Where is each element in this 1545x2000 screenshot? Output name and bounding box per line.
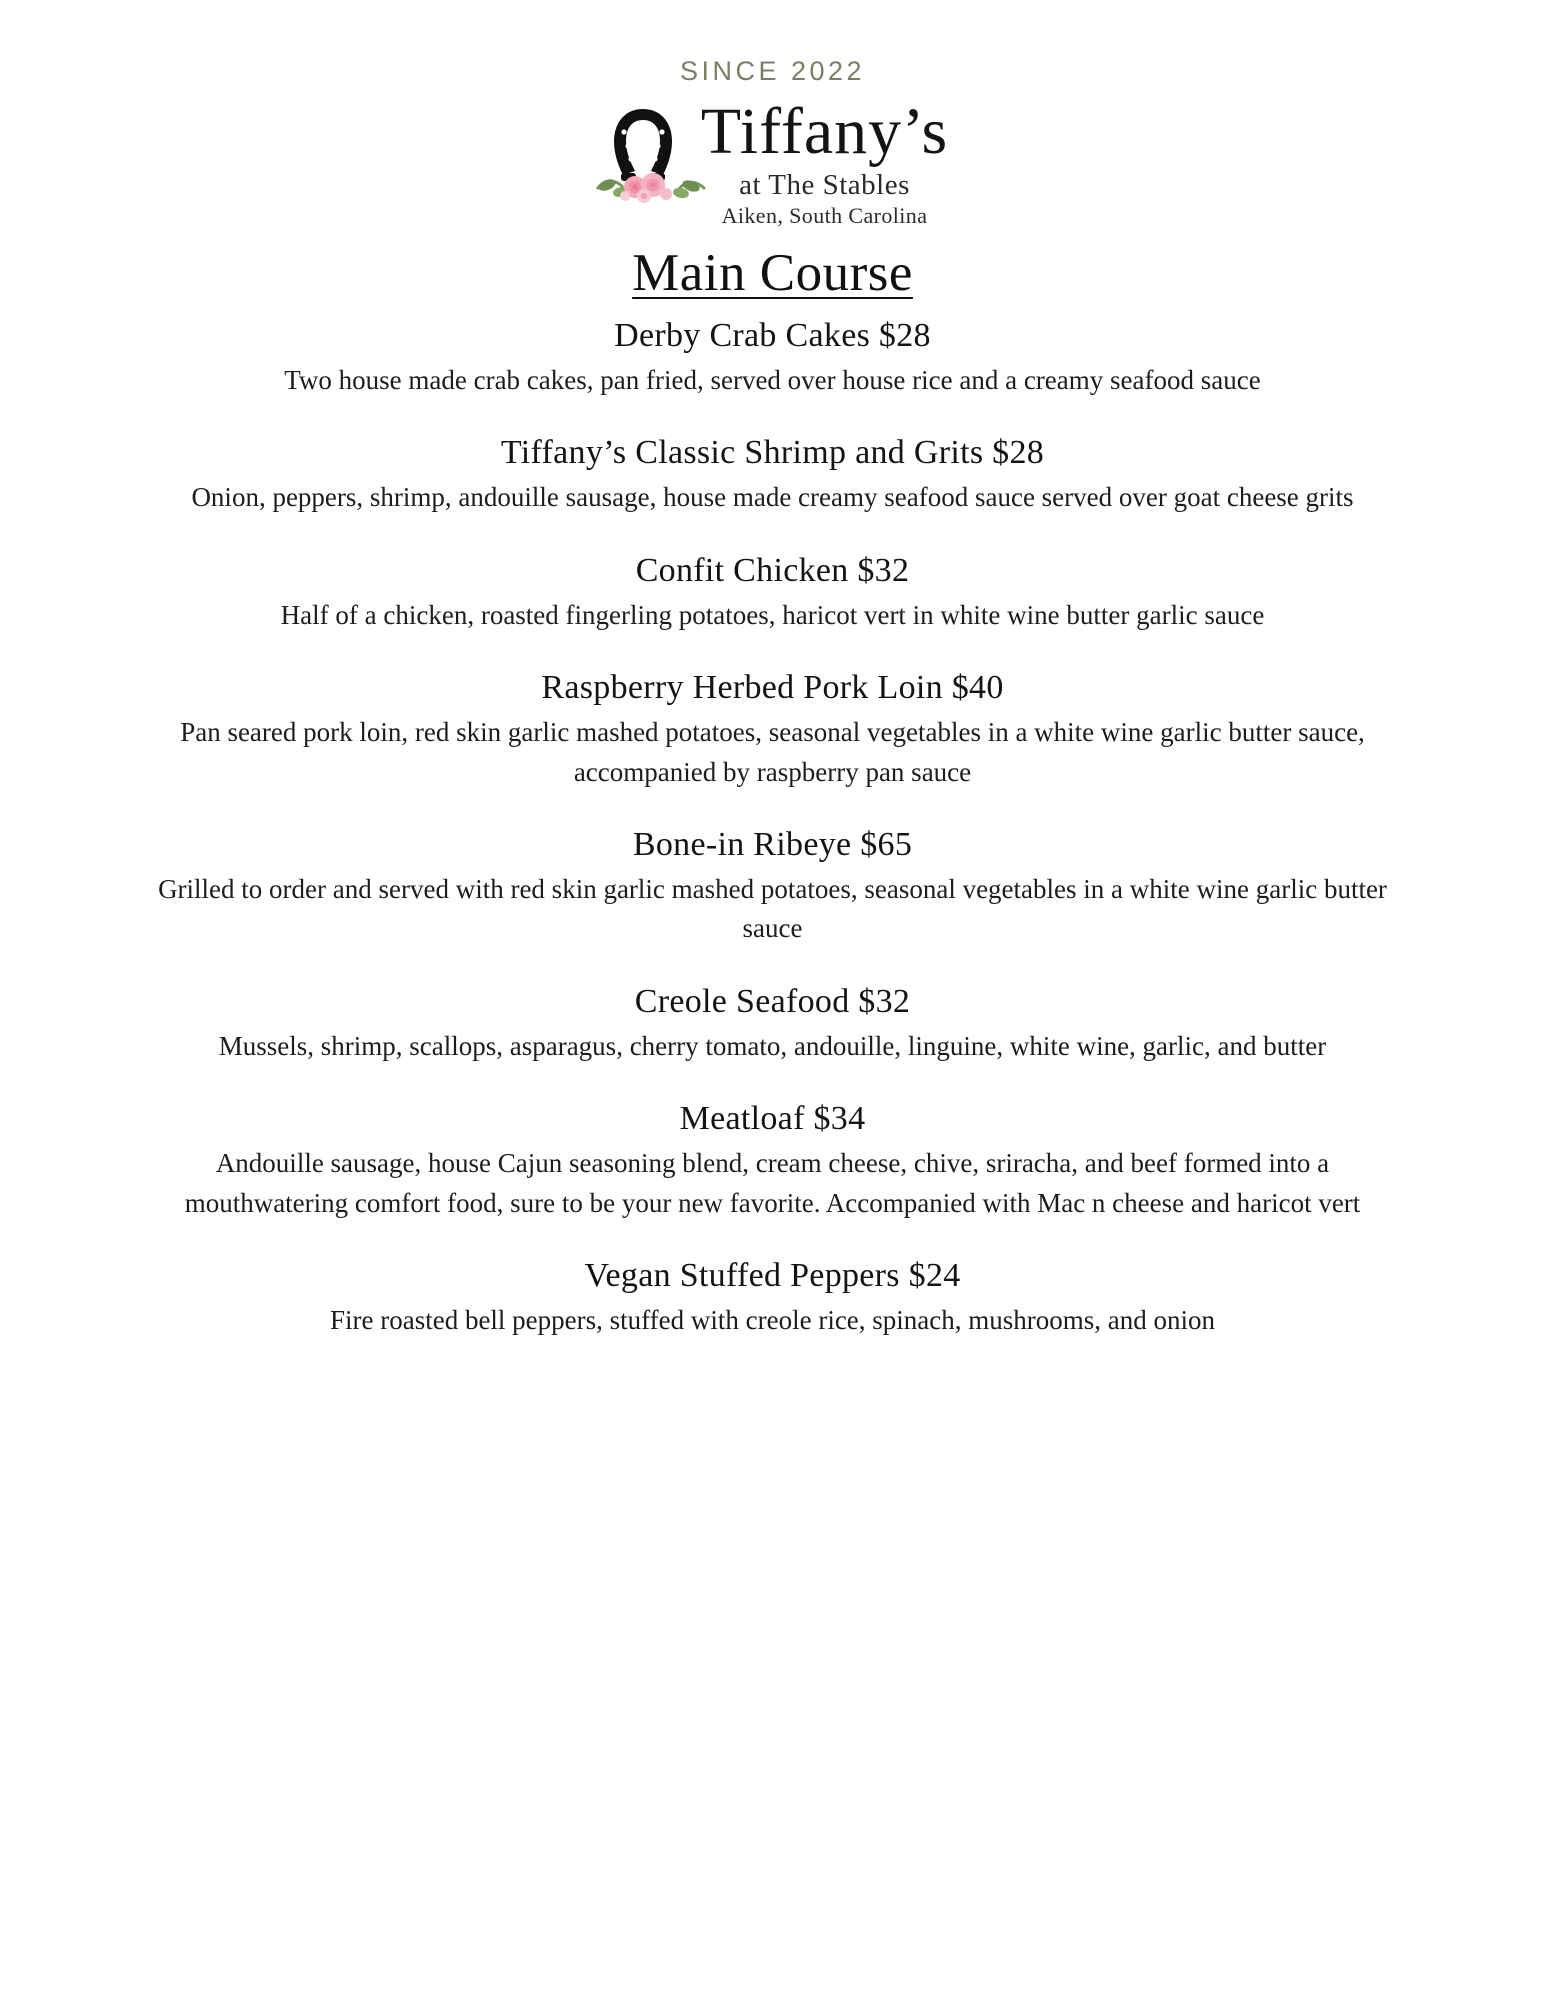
menu-item-description: Grilled to order and served with red skin garlic mashed potatoes, seasonal vegetables in a white wine garlic butter sauce <box>158 874 1387 944</box>
menu-item-description: Mussels, shrimp, scallops, asparagus, cherry tomato, andouille, linguine, white wine, garlic, and butter <box>218 1030 1327 1061</box>
menu-item-name: Creole Seafood $32 <box>634 982 911 1020</box>
menu-item-name: Vegan Stuffed Peppers $24 <box>584 1257 961 1295</box>
menu-item-description: Half of a chicken, roasted fingerling potatoes, haricot vert in white wine butter garlic sauce <box>280 599 1265 630</box>
menu-item-name: Confit Chicken $32 <box>635 551 910 589</box>
menu-item-name: Bone-in Ribeye $65 <box>632 826 913 864</box>
brand-sub-stables: at The Stables <box>739 169 910 201</box>
menu-item-name: Raspberry Herbed Pork Loin $40 <box>541 669 1004 707</box>
menu-item <box>130 1100 1415 1223</box>
brand-name: Tiffany’s <box>700 95 949 168</box>
logo-inner <box>597 91 948 227</box>
menu-list <box>130 317 1415 1340</box>
menu-item-description: Andouille sausage, house Cajun seasoning blend, cream cheese, chive, sriracha, and beef formed into a mouthwatering comfort food, sure to be your new favorite. Accompanied with Mac n cheese and haricot vert <box>184 1148 1361 1218</box>
logo-block <box>130 91 1415 227</box>
menu-item <box>130 1257 1415 1340</box>
brand-text <box>701 91 948 227</box>
menu-item <box>130 669 1415 792</box>
menu-item-name: Meatloaf $34 <box>679 1100 866 1138</box>
menu-item-description: Onion, peppers, shrimp, andouille sausage, house made creamy seafood sauce served over goat cheese grits <box>191 482 1354 513</box>
page-title: Main Course <box>632 244 913 302</box>
brand-sub-location: Aiken, South Carolina <box>721 203 928 228</box>
menu-item <box>130 826 1415 949</box>
since-label: SINCE 2022 <box>679 56 866 86</box>
menu-item <box>130 317 1415 400</box>
menu-item-description: Pan seared pork loin, red skin garlic mashed potatoes, seasonal vegetables in a white wine garlic butter sauce, accompanied by raspberry pan sauce <box>180 717 1365 787</box>
menu-item-description: Two house made crab cakes, pan fried, served over house rice and a creamy seafood sauce <box>284 365 1261 395</box>
menu-item-description: Fire roasted bell peppers, stuffed with creole rice, spinach, mushrooms, and onion <box>329 1305 1216 1336</box>
menu-item <box>130 552 1415 635</box>
menu-item <box>130 983 1415 1066</box>
horseshoe-icon <box>597 101 689 193</box>
menu-item-name: Derby Crab Cakes $28 <box>614 317 931 354</box>
menu-item <box>130 434 1415 517</box>
menu-item-name: Tiffany’s Classic Shrimp and Grits $28 <box>500 434 1045 472</box>
